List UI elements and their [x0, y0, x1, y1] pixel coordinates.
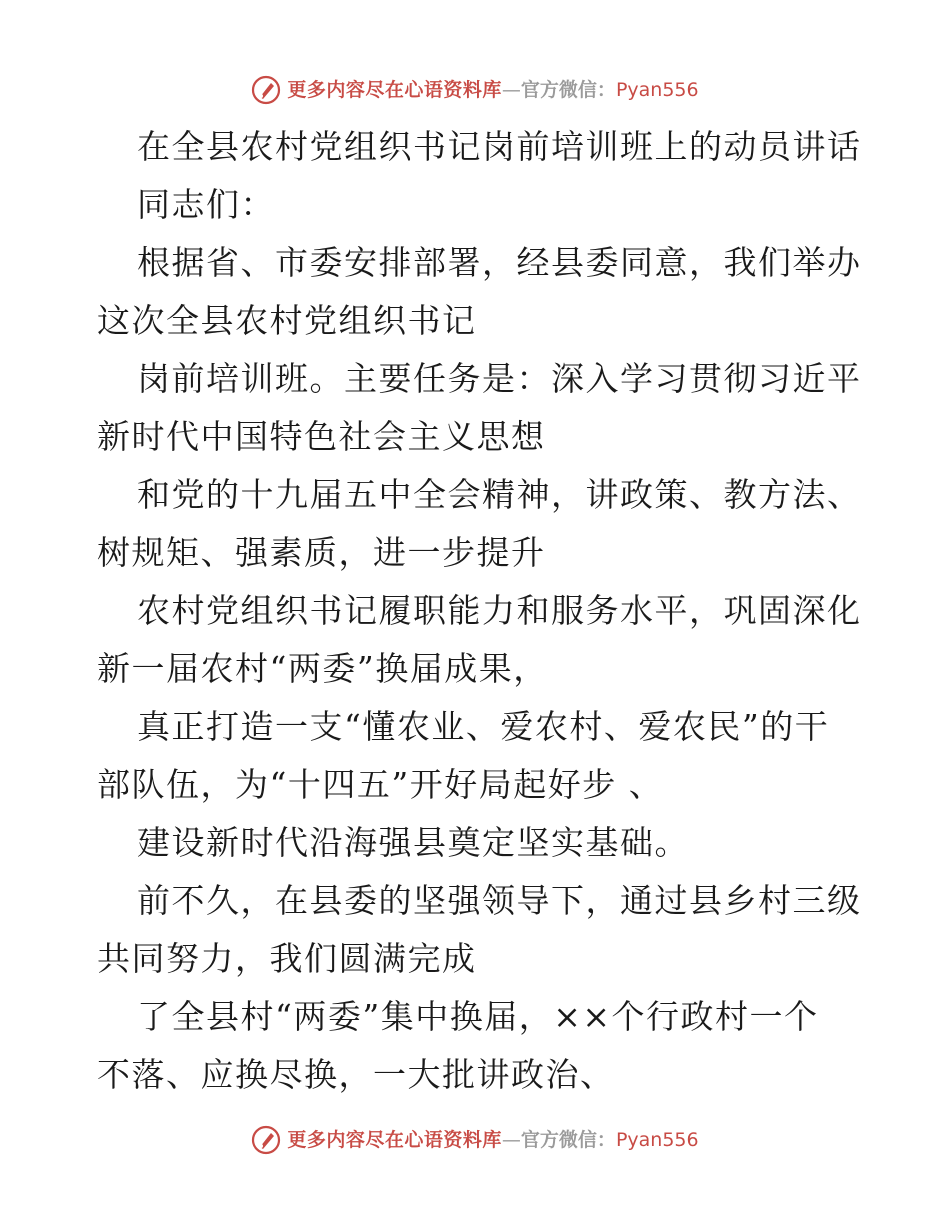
watermark-main: 更多内容尽在心语资料库	[287, 1129, 502, 1151]
paragraph-line: 岗前培训班。主要任务是：深入学习贯彻习近平	[137, 359, 862, 398]
footer-watermark	[0, 1120, 950, 1160]
watermark-main: 更多内容尽在心语资料库	[287, 79, 502, 101]
paragraph-line: 前不久，在县委的坚强领导下，通过县乡村三级	[137, 881, 862, 920]
watermark-sub: 官方微信：	[520, 79, 616, 101]
paragraph-line: 共同努力，我们圆满完成	[97, 939, 477, 978]
paragraph-line: 和党的十九届五中全会精神，讲政策、教方法、	[137, 475, 862, 514]
salutation: 同志们：	[137, 185, 275, 224]
header-watermark	[0, 70, 950, 110]
paragraph-line: 了全县村“两委”集中换届，××个行政村一个	[137, 997, 819, 1036]
paragraph-line: 新时代中国特色社会主义思想	[97, 417, 546, 456]
document-body	[97, 118, 862, 1104]
watermark-id: Pyan556	[615, 79, 699, 101]
paragraph-line: 树规矩、强素质，进一步提升	[97, 533, 546, 572]
paragraph-line: 根据省、市委安排部署，经县委同意，我们举办	[137, 243, 862, 282]
pen-nib-logo-icon	[251, 1125, 281, 1155]
document-title: 在全县农村党组织书记岗前培训班上的动员讲话	[137, 127, 862, 166]
watermark-sub: 官方微信：	[520, 1129, 616, 1151]
paragraph-line: 真正打造一支“懂农业、爱农村、爱农民”的干	[137, 707, 830, 746]
watermark-id: Pyan556	[615, 1129, 699, 1151]
pen-nib-logo-icon	[251, 75, 281, 105]
paragraph-line: 部队伍，为“十四五”开好局起好步 、	[97, 765, 664, 804]
paragraph-line: 不落、应换尽换，一大批讲政治、	[97, 1055, 615, 1094]
watermark-text	[287, 70, 698, 110]
paragraph-line: 新一届农村“两委”换届成果，	[97, 649, 548, 688]
paragraph-line: 农村党组织书记履职能力和服务水平，巩固深化	[137, 591, 862, 630]
watermark-text	[287, 1120, 698, 1160]
watermark-dash: —	[501, 1129, 521, 1151]
paragraph-line: 建设新时代沿海强县奠定坚实基础。	[137, 823, 689, 862]
paragraph-line: 这次全县农村党组织书记	[97, 301, 477, 340]
watermark-dash: —	[501, 79, 521, 101]
